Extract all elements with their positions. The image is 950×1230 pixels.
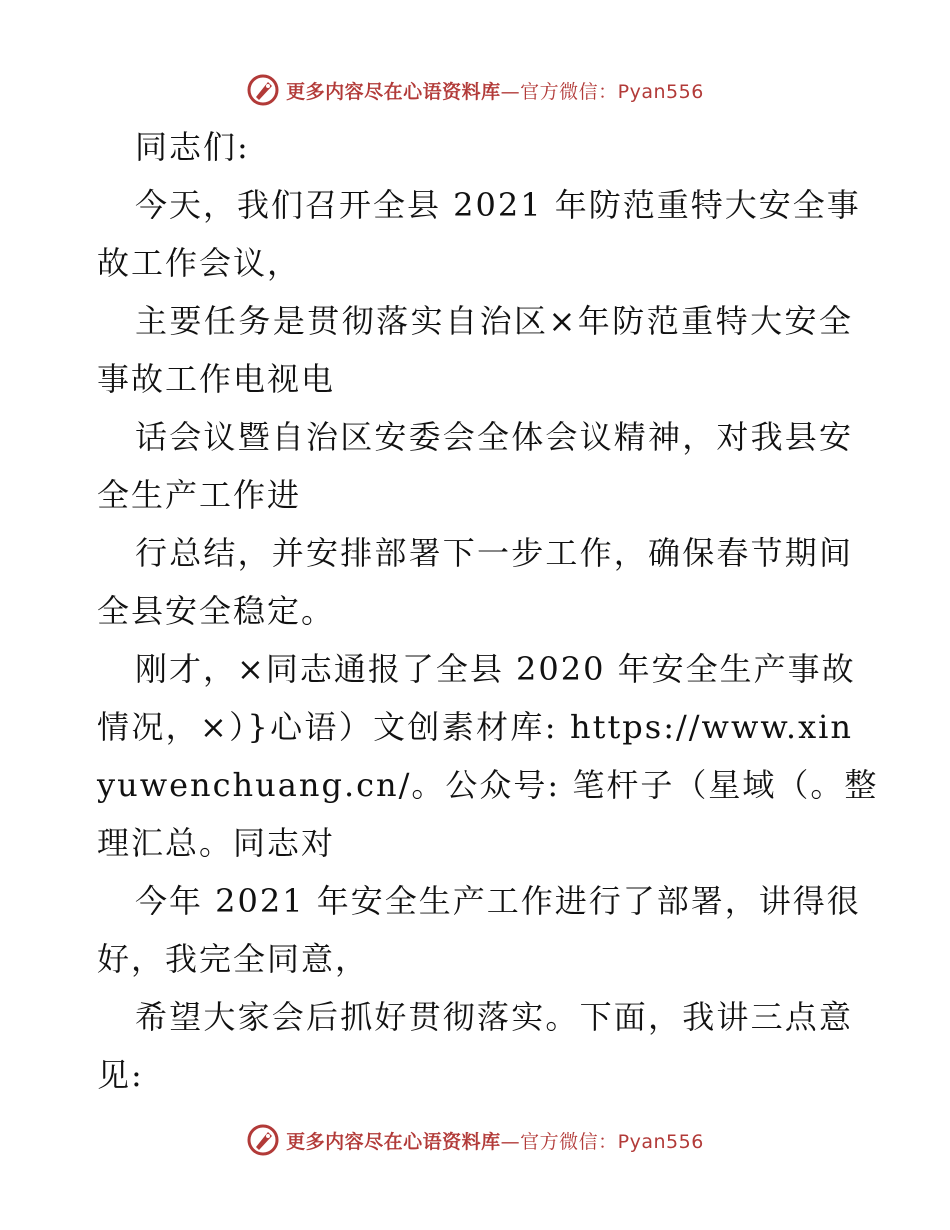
body-line-1: 同志们: xyxy=(135,128,250,166)
document-body xyxy=(97,118,879,1104)
body-line-3: 故工作会议， xyxy=(97,244,302,282)
pen-nib-logo-icon xyxy=(246,73,280,107)
header-banner-text xyxy=(286,77,704,104)
footer-contact-text: 官方微信：Pyan556 xyxy=(520,1130,704,1153)
body-line-5: 事故工作电视电 xyxy=(97,360,336,398)
footer-banner-text xyxy=(286,1127,704,1154)
footer-brand-text: 更多内容尽在心语资料库 xyxy=(286,1130,501,1153)
body-line-2: 今天，我们召开全县 2021 年防范重特大安全事 xyxy=(135,186,861,224)
body-line-11: 情况，×）}心语）文创素材库: https://www.xin xyxy=(97,708,853,746)
header-banner xyxy=(0,70,950,110)
body-line-13: 理汇总。同志对 xyxy=(97,824,336,862)
body-line-10: 刚才，×同志通报了全县 2020 年安全生产事故 xyxy=(135,650,856,688)
body-line-8: 行总结，并安排部署下一步工作，确保春节期间 xyxy=(135,534,853,572)
body-line-9: 全县安全稳定。 xyxy=(97,592,336,630)
body-line-12: yuwenchuang.cn/。公众号: 笔杆子（星域（。整 xyxy=(97,766,879,804)
header-contact-text: 官方微信：Pyan556 xyxy=(520,80,704,103)
body-line-14: 今年 2021 年安全生产工作进行了部署，讲得很 xyxy=(135,882,861,920)
footer-banner xyxy=(0,1120,950,1160)
header-separator: — xyxy=(500,80,521,103)
body-line-4: 主要任务是贯彻落实自治区×年防范重特大安全 xyxy=(135,302,853,340)
body-line-7: 全生产工作进 xyxy=(97,476,302,514)
body-line-16: 希望大家会后抓好贯彻落实。下面，我讲三点意 xyxy=(135,998,853,1036)
body-line-6: 话会议暨自治区安委会全体会议精神，对我县安 xyxy=(135,418,853,456)
pen-nib-logo-icon xyxy=(246,1123,280,1157)
body-line-17: 见: xyxy=(97,1056,144,1094)
body-line-15: 好，我完全同意， xyxy=(97,940,370,978)
footer-separator: — xyxy=(500,1130,521,1153)
header-brand-text: 更多内容尽在心语资料库 xyxy=(286,80,501,103)
